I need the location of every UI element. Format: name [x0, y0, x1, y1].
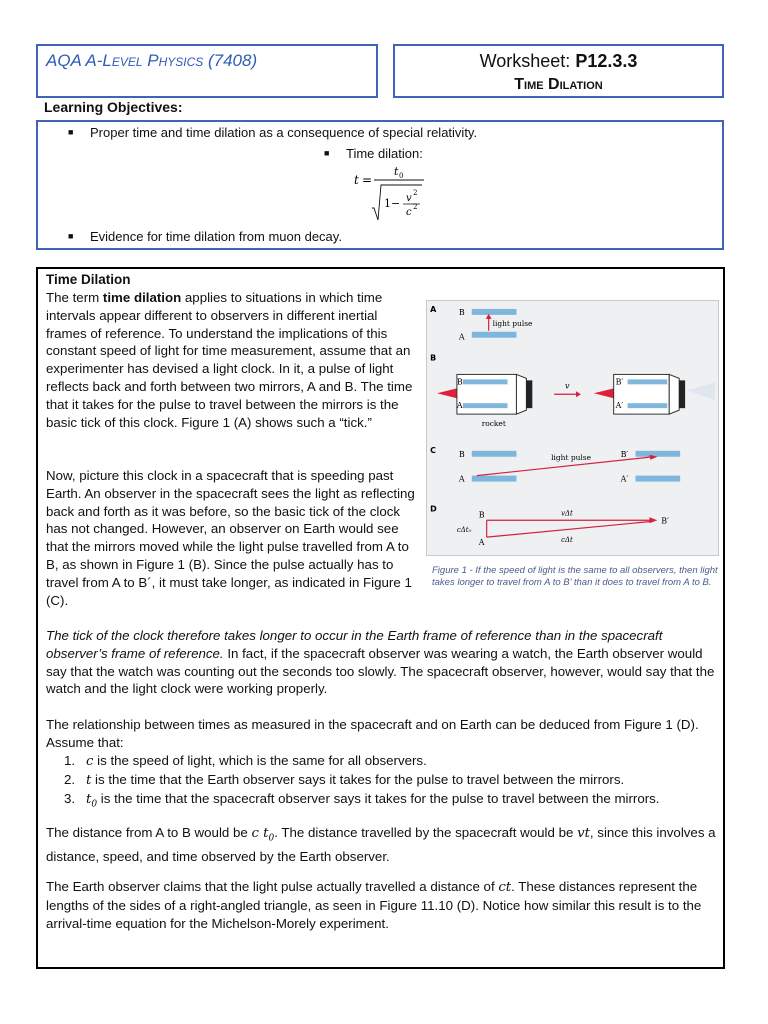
mirror-b-prime — [628, 379, 668, 384]
rocket-tip — [679, 380, 685, 408]
p5-b: . The distance travelled by the spacecraft would be — [274, 825, 578, 840]
mirror-b-prime — [636, 451, 681, 457]
mirror-label-b-prime: B′ — [615, 377, 624, 387]
mirror-a — [472, 476, 517, 482]
worksheet-label-line — [395, 51, 722, 72]
p6-b: . These distances represent the lengths of the sides of a right-angled triangle, as seen in Figure 11.10 (D). Notice how similar this result is to the arrival-time equation for the Michelson-Morely experiment. — [46, 879, 702, 931]
panel-label: D — [430, 504, 437, 514]
ct0-label: cΔt₀ — [456, 526, 472, 535]
mirror-b — [463, 379, 508, 384]
mirror-label-a-prime: A′ — [615, 401, 624, 411]
formula-c-exp: 2 — [413, 203, 418, 211]
formula-lhs: t — [354, 173, 359, 187]
point-b-prime: B′ — [661, 516, 669, 526]
cdt-label: cΔt — [561, 536, 573, 545]
bullet-icon: ■ — [324, 148, 330, 158]
figure-caption: Figure 1 - If the speed of light is the same to all observers, then light takes longer to travel from A to B’ than it does to travel from A to B. — [432, 565, 718, 588]
list-var: c — [86, 754, 94, 769]
formula-c: c — [406, 207, 412, 218]
worksheet-topic: Time Dilation — [514, 76, 603, 93]
p3-rest: In fact, if the spacecraft observer was wearing a watch, the Earth observer would say that the watch was counting out the seconds too slowly. The spacecraft observer, however, would say that the watch and the light clock were working properly. — [46, 645, 715, 697]
rocket-shadow — [687, 382, 715, 400]
mirror-label-b: B — [456, 377, 463, 387]
mirror-b — [472, 451, 517, 457]
mirror-a — [463, 403, 508, 408]
p5-sub1: 0 — [268, 833, 275, 844]
time-dilation-section — [36, 267, 725, 969]
p5-c: , since this involves a distance, speed, and time observed by the Earth observer. — [46, 825, 716, 865]
rocket-flame — [594, 388, 614, 398]
worksheet-label: Worksheet: — [479, 51, 576, 71]
p6-var: ct — [498, 880, 512, 895]
arrow-head — [649, 517, 657, 523]
paragraph-spacecraft: Now, picture this clock in a spacecraft that is speeding past Earth. An observer in the spacecraft sees the light as reflecting back and forth as it was before, so the basic tick of the clock has not changed. However, an observer on Earth would see that the mirrors moved while the light pulse travelled from A to B, as shown in Figure 1 (B). Since the pulse actually has to travel from A to B´, it must take longer, as indicated in Figure 1 (C). — [46, 468, 415, 608]
list-item — [64, 790, 716, 814]
mirror-a-prime — [628, 403, 668, 408]
list-item — [64, 752, 716, 771]
mirror-b — [472, 309, 517, 315]
course-title-box — [36, 44, 378, 98]
list-text: is the time that the Earth observer says it takes for the pulse to travel between the mirrors. — [91, 771, 625, 787]
panel-label: A — [430, 304, 437, 314]
objective-item — [68, 229, 342, 244]
mirror-label-a: A — [458, 474, 465, 484]
rocket-flame — [437, 388, 457, 398]
cdt-side — [487, 521, 654, 537]
formula-num-sub: 0 — [399, 172, 404, 180]
list-item — [64, 771, 716, 790]
paragraph-intro — [46, 289, 416, 431]
learning-objectives-heading: Learning Objectives: — [44, 99, 183, 115]
objective-text: Time dilation: — [346, 146, 423, 161]
mirror-label-b: B — [458, 449, 465, 459]
course-title: AQA A-Level Physics (7408) — [46, 51, 258, 70]
p6-a: The Earth observer claims that the light pulse actually travelled a distance of — [46, 879, 499, 894]
p3-italic: The tick of the clock therefore takes longer to occur in the Earth frame of reference than in the spacecraft observer’s frame of reference. — [46, 628, 663, 661]
section-title: Time Dilation — [46, 272, 131, 287]
objective-text: Proper time and time dilation as a consequence of special relativity. — [90, 125, 478, 140]
objective-text: Evidence for time dilation from muon decay. — [90, 229, 342, 244]
mirror-a — [472, 332, 517, 338]
mirror-label-b: B — [458, 307, 465, 317]
paragraph-relationship: The relationship between times as measured in the spacecraft and on Earth can be deduced from Figure 1 (D). Assume that: — [46, 717, 699, 750]
panel-label: B — [430, 353, 437, 363]
point-a: A — [478, 538, 485, 548]
list-number: 3. — [64, 790, 76, 806]
list-text: is the speed of light, which is the same for all observers. — [93, 753, 427, 768]
list-number: 2. — [64, 771, 76, 787]
list-var: t — [86, 791, 92, 807]
objective-item — [68, 125, 477, 140]
p5-var1: c t — [251, 826, 269, 841]
paragraph-triangle — [46, 878, 716, 932]
mirror-label-a: A — [456, 401, 463, 411]
bullet-icon: ■ — [68, 127, 74, 137]
bullet-icon: ■ — [68, 231, 74, 241]
p1-after: applies to situations in which time intervals appear different to observers in different inertial frames of reference. To understand the implications of this constant speed of light for time measurement, assume that an experimenter has devised a light clock. In it, a pulse of light reflects back and forth between two mirrors, A and B. The time that it takes for the pulse to travel between the mirrors is the basic tick of this clock. Figure 1 (A) shows such a “tick.” — [46, 290, 413, 430]
worksheet-title-box — [393, 44, 724, 98]
light-clock-figure — [426, 300, 719, 556]
assumptions-list — [46, 752, 716, 814]
formula-v-exp: 2 — [413, 189, 418, 197]
light-pulse-label: light pulse — [551, 452, 591, 462]
arrow-head — [576, 391, 581, 397]
point-b: B — [478, 510, 485, 520]
objective-item — [324, 146, 423, 161]
rocket-nose — [516, 374, 526, 414]
rocket-tip — [526, 380, 532, 408]
mirror-a-prime — [636, 476, 681, 482]
list-sub: 0 — [91, 799, 98, 810]
panel-label: C — [430, 445, 436, 455]
formula-equals: = — [362, 173, 373, 187]
time-dilation-formula — [354, 163, 434, 225]
velocity-label: v — [565, 381, 570, 391]
paragraph-earth-frame — [46, 627, 716, 698]
list-var: t — [86, 772, 92, 788]
p5-var2: vt — [577, 826, 590, 841]
formula-numerator: t — [394, 165, 399, 178]
rocket-label: rocket — [481, 419, 506, 429]
p1-before: The term — [46, 290, 103, 305]
list-number: 1. — [64, 753, 76, 768]
mirror-label-b-prime: B′ — [620, 449, 629, 459]
p5-a: The distance from A to B would be — [46, 825, 252, 840]
worksheet-code: P12.3.3 — [575, 51, 638, 71]
mirror-label-a-prime: A′ — [620, 474, 629, 484]
mirror-label-a: A — [458, 332, 465, 342]
formula-one: 1 — [384, 197, 391, 210]
formula-minus: − — [391, 197, 401, 210]
formula-v: v — [406, 193, 412, 204]
light-pulse-label: light pulse — [492, 318, 533, 328]
list-text: is the time that the spacecraft observer says it takes for the pulse to travel between the mirrors. — [97, 790, 660, 806]
vdt-label: vΔt — [561, 509, 573, 518]
rocket-nose — [669, 374, 679, 414]
p1-bold: time dilation — [102, 290, 182, 305]
paragraph-distance — [46, 824, 716, 866]
